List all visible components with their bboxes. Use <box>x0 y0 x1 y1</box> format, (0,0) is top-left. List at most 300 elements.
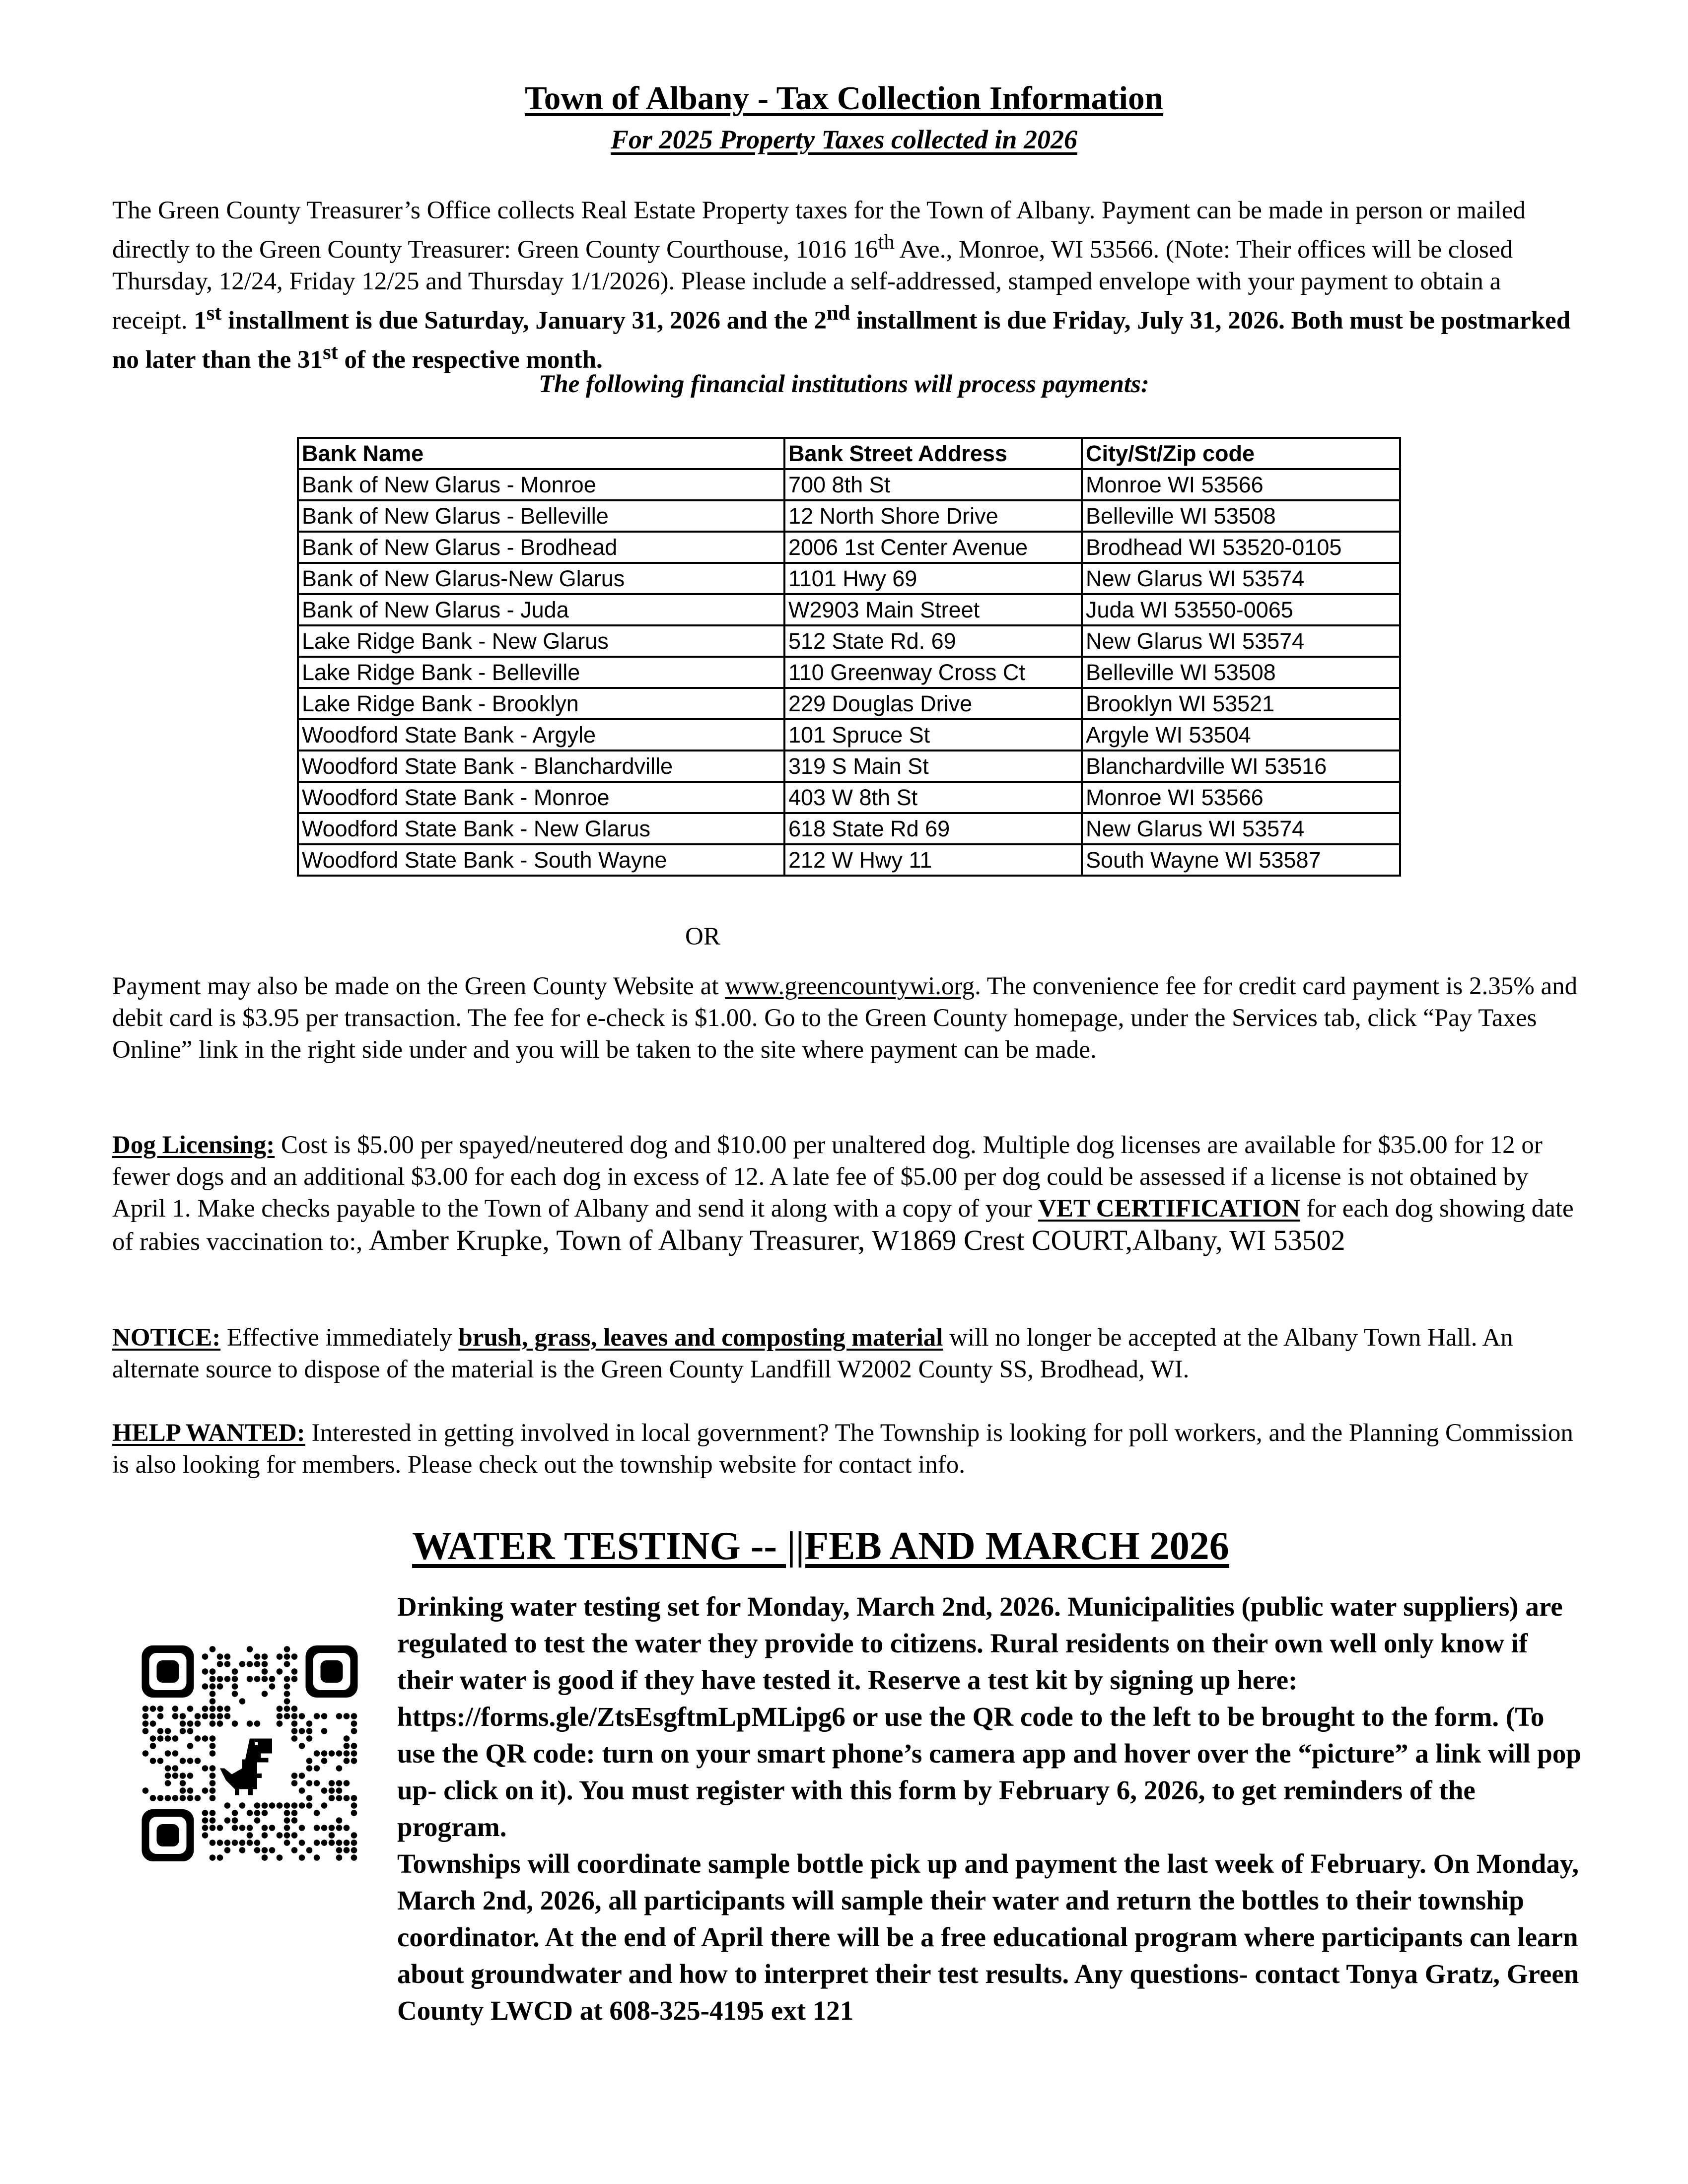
qr-module <box>336 1780 343 1786</box>
qr-module <box>195 1735 201 1742</box>
qr-module <box>336 1795 343 1801</box>
qr-module <box>299 1854 305 1861</box>
qr-module <box>262 1825 268 1831</box>
bank-name-cell: Woodford State Bank - Blanchardville <box>298 751 784 782</box>
qr-module <box>284 1691 290 1697</box>
qr-module <box>351 1847 357 1853</box>
qr-module <box>232 1810 238 1816</box>
qr-module <box>232 1683 238 1690</box>
city-st-zip-cell: Monroe WI 53566 <box>1082 782 1400 813</box>
table-row <box>298 782 1400 813</box>
qr-module <box>336 1713 343 1719</box>
qr-module <box>217 1653 223 1660</box>
qr-module <box>172 1750 179 1757</box>
qr-module <box>217 1676 223 1682</box>
qr-module <box>306 1795 313 1801</box>
qr-module <box>344 1795 350 1801</box>
qr-module <box>180 1780 186 1786</box>
page-subtitle: For 2025 Property Taxes collected in 2026 <box>611 125 1077 154</box>
street-address-cell: 618 State Rd 69 <box>784 813 1082 844</box>
qr-module <box>210 1817 216 1824</box>
qr-module <box>321 1825 328 1831</box>
page-title: Town of Albany - Tax Collection Information <box>525 80 1163 117</box>
qr-module <box>254 1802 261 1809</box>
street-address-cell: 110 Greenway Cross Ct <box>784 657 1082 688</box>
qr-module <box>336 1854 343 1861</box>
qr-module <box>262 1653 268 1660</box>
qr-module <box>291 1676 298 1682</box>
qr-module <box>314 1780 320 1786</box>
qr-module <box>210 1683 216 1690</box>
qr-module <box>284 1698 290 1705</box>
qr-module <box>217 1713 223 1719</box>
qr-module <box>180 1773 186 1779</box>
qr-module <box>314 1713 320 1719</box>
qr-module <box>239 1802 246 1809</box>
city-st-zip-cell: Argyle WI 53504 <box>1082 719 1400 751</box>
qr-module <box>142 1728 149 1734</box>
qr-module <box>187 1728 194 1734</box>
qr-module <box>202 1683 209 1690</box>
bank-name-cell: Bank of New Glarus - Juda <box>298 594 784 625</box>
qr-module <box>277 1854 283 1861</box>
qr-module <box>299 1840 305 1846</box>
qr-module <box>269 1847 276 1853</box>
qr-module <box>269 1676 276 1682</box>
qr-module <box>284 1653 290 1660</box>
qr-module <box>254 1817 261 1824</box>
qr-module <box>202 1653 209 1660</box>
qr-module <box>306 1780 313 1786</box>
qr-module <box>210 1840 216 1846</box>
street-address-cell: 319 S Main St <box>784 751 1082 782</box>
qr-module <box>284 1706 290 1712</box>
street-address-cell: 229 Douglas Drive <box>784 688 1082 719</box>
qr-module <box>351 1832 357 1839</box>
qr-module <box>351 1713 357 1719</box>
street-address-cell: W2903 Main Street <box>784 594 1082 625</box>
city-st-zip-cell: Monroe WI 53566 <box>1082 469 1400 500</box>
qr-module <box>224 1840 231 1846</box>
qr-module <box>210 1743 216 1749</box>
qr-module <box>344 1743 350 1749</box>
qr-module <box>150 1743 156 1749</box>
qr-module <box>239 1840 246 1846</box>
qr-module <box>142 1706 149 1712</box>
qr-module <box>150 1758 156 1764</box>
qr-module <box>314 1840 320 1846</box>
qr-module <box>187 1787 194 1794</box>
qr-module <box>142 1713 149 1719</box>
help-wanted-paragraph: HELP WANTED: Interested in getting involved in local government? The Township is looking for poll workers, and the Planning Commission is also looking for members. Please check out the township website for contact info. <box>112 1419 1573 1479</box>
qr-module <box>336 1817 343 1824</box>
qr-module <box>262 1676 268 1682</box>
table-row <box>298 500 1400 532</box>
qr-module <box>329 1750 335 1757</box>
qr-module <box>165 1773 171 1779</box>
qr-module <box>210 1750 216 1757</box>
treasurer-address: Amber Krupke, Town of Albany Treasurer, W1869 Crest COURT,Albany, WI 53502 <box>368 1224 1345 1256</box>
qr-module <box>210 1810 216 1816</box>
qr-module <box>239 1847 246 1853</box>
qr-module <box>329 1795 335 1801</box>
qr-module <box>321 1802 328 1809</box>
qr-module <box>142 1750 149 1757</box>
qr-module <box>336 1787 343 1794</box>
qr-module <box>210 1668 216 1675</box>
qr-module <box>157 1758 164 1764</box>
city-st-zip-cell: New Glarus WI 53574 <box>1082 813 1400 844</box>
qr-module <box>247 1840 253 1846</box>
qr-module <box>210 1706 216 1712</box>
qr-module <box>232 1825 238 1831</box>
qr-module <box>351 1795 357 1801</box>
qr-module <box>351 1854 357 1861</box>
qr-module <box>210 1735 216 1742</box>
or-separator: OR <box>685 923 720 951</box>
water-testing-paragraph-1: Drinking water testing set for Monday, March 2nd, 2026. Municipalities (public water suppliers) are regulated to test the water they provide to citizens. Rural residents on their own well only know if their water is good if they have tested it. Reserve a test kit by signing up here: https://forms.gle/ZtsEsgftmLpMLipg6 or use the QR code to the left to be brought to the form. (To use the QR code: turn on your smart phone’s camera app and hover over the “picture” a link will pop up- click on it). You must register with this form by February 6, 2026, to get reminders of the program. <box>397 1591 1581 1842</box>
qr-module <box>284 1646 290 1652</box>
qr-module <box>210 1854 216 1861</box>
qr-module <box>224 1802 231 1809</box>
table-row <box>298 813 1400 844</box>
qr-module <box>329 1787 335 1794</box>
qr-module <box>172 1795 179 1801</box>
qr-module <box>157 1795 164 1801</box>
qr-module <box>202 1810 209 1816</box>
qr-module <box>210 1795 216 1801</box>
qr-module <box>195 1758 201 1764</box>
bank-name-cell: Lake Ridge Bank - New Glarus <box>298 625 784 657</box>
qr-module <box>232 1817 238 1824</box>
qr-module <box>217 1661 223 1667</box>
city-st-zip-cell: South Wayne WI 53587 <box>1082 844 1400 876</box>
qr-module <box>217 1706 223 1712</box>
bank-name-cell: Woodford State Bank - Argyle <box>298 719 784 751</box>
qr-module <box>351 1743 357 1749</box>
qr-module <box>202 1668 209 1675</box>
qr-module <box>187 1773 194 1779</box>
qr-module <box>269 1802 276 1809</box>
qr-module <box>165 1728 171 1734</box>
qr-module <box>329 1840 335 1846</box>
qr-module <box>291 1668 298 1675</box>
qr-module <box>224 1713 231 1719</box>
bank-name-cell: Woodford State Bank - New Glarus <box>298 813 784 844</box>
dog-licensing-heading: Dog Licensing: <box>112 1131 275 1159</box>
qr-module <box>165 1750 171 1757</box>
qr-module <box>180 1713 186 1719</box>
qr-module <box>210 1787 216 1794</box>
bank-name-cell: Bank of New Glarus - Brodhead <box>298 532 784 563</box>
vet-certification-emphasis: VET CERTIFICATION <box>1038 1195 1300 1223</box>
qr-module <box>262 1847 268 1853</box>
qr-module <box>336 1847 343 1853</box>
qr-module <box>247 1810 253 1816</box>
qr-module <box>150 1735 156 1742</box>
qr-module <box>321 1728 328 1734</box>
qr-module <box>277 1720 283 1727</box>
qr-module <box>195 1713 201 1719</box>
dinosaur-icon <box>216 1727 283 1795</box>
qr-module <box>180 1758 186 1764</box>
qr-module <box>187 1795 194 1801</box>
qr-module <box>239 1698 246 1705</box>
qr-module <box>277 1713 283 1719</box>
qr-module <box>210 1765 216 1772</box>
qr-module <box>202 1832 209 1839</box>
city-st-zip-cell: Brooklyn WI 53521 <box>1082 688 1400 719</box>
qr-module <box>202 1765 209 1772</box>
banks-table <box>297 437 1401 877</box>
qr-module <box>299 1713 305 1719</box>
qr-module <box>306 1802 313 1809</box>
qr-module <box>150 1795 156 1801</box>
qr-module <box>210 1646 216 1652</box>
qr-module <box>351 1720 357 1727</box>
qr-module <box>284 1840 290 1846</box>
qr-module <box>291 1780 298 1786</box>
qr-module <box>232 1840 238 1846</box>
qr-module <box>321 1750 328 1757</box>
installment-due-dates: 1st installment is due Saturday, January 31, 2026 and the 2nd installment is due Friday, July 31, 2026. Both must be postmarked no later than the 31st of the respective month. <box>112 301 1571 374</box>
qr-module <box>254 1676 261 1682</box>
qr-module <box>254 1661 261 1667</box>
qr-module <box>180 1720 186 1727</box>
help-wanted-heading: HELP WANTED: <box>112 1419 305 1447</box>
qr-module <box>262 1810 268 1816</box>
qr-module <box>247 1720 253 1727</box>
table-row <box>298 532 1400 563</box>
qr-module <box>344 1735 350 1742</box>
qr-module <box>306 1735 313 1742</box>
qr-module <box>284 1832 290 1839</box>
qr-module <box>344 1750 350 1757</box>
qr-module <box>202 1735 209 1742</box>
qr-module <box>157 1713 164 1719</box>
online-payment-paragraph: Payment may also be made on the Green County Website at www.greencountywi.org. The convenience fee for credit card payment is 2.35% and debit card is $3.95 per transaction. The fee for e-check is $1.00. Go to the Green County homepage, under the Services tab, click “Pay Taxes Online” link in the right side under and you will be taken to the site where payment can be made. <box>112 972 1578 1064</box>
qr-module <box>172 1735 179 1742</box>
bank-name-cell: Bank of New Glarus-New Glarus <box>298 563 784 594</box>
street-address-cell: 12 North Shore Drive <box>784 500 1082 532</box>
qr-module <box>306 1765 313 1772</box>
qr-module <box>239 1825 246 1831</box>
qr-module <box>172 1765 179 1772</box>
dog-licensing-paragraph: Dog Licensing: Cost is $5.00 per spayed/neutered dog and $10.00 per unaltered dog. Multiple dog licenses are available for $35.00 for 12 or fewer dogs and an additional $3.00 for each dog in excess of 12. A late fee of $5.00 per dog could be assessed if a license is not obtained by April 1. Make checks payable to the Town of Albany and send it along with a copy of your VET CERTIFICATION for each dog showing date of rabies vaccination to:, Amber Krupke, Town of Albany Treasurer, W1869 Crest COURT,Albany, WI 53502 <box>112 1131 1574 1256</box>
green-county-website-link[interactable]: www.greencountywi.org <box>725 972 975 1000</box>
qr-module <box>269 1683 276 1690</box>
qr-module <box>344 1758 350 1764</box>
table-row <box>298 563 1400 594</box>
qr-module <box>306 1847 313 1853</box>
qr-module <box>262 1802 268 1809</box>
qr-module <box>291 1773 298 1779</box>
qr-module <box>180 1787 186 1794</box>
qr-module <box>157 1735 164 1742</box>
table-row <box>298 469 1400 500</box>
qr-module <box>224 1676 231 1682</box>
qr-module <box>284 1825 290 1831</box>
qr-module <box>210 1720 216 1727</box>
qr-module <box>291 1653 298 1660</box>
qr-module <box>284 1817 290 1824</box>
qr-module <box>262 1661 268 1667</box>
qr-module <box>336 1825 343 1831</box>
table-row <box>298 688 1400 719</box>
city-st-zip-cell: New Glarus WI 53574 <box>1082 625 1400 657</box>
qr-module <box>336 1765 343 1772</box>
qr-module <box>224 1817 231 1824</box>
qr-module <box>284 1810 290 1816</box>
qr-module <box>217 1854 223 1861</box>
city-st-zip-cell: Juda WI 53550-0065 <box>1082 594 1400 625</box>
qr-module <box>262 1832 268 1839</box>
qr-module <box>202 1787 209 1794</box>
qr-module <box>232 1691 238 1697</box>
qr-module <box>291 1713 298 1719</box>
qr-module <box>321 1758 328 1764</box>
qr-module <box>299 1825 305 1831</box>
bank-name-cell: Woodford State Bank - Monroe <box>298 782 784 813</box>
qr-module <box>254 1720 261 1727</box>
qr-module <box>284 1661 290 1667</box>
table-header-row <box>298 438 1400 469</box>
qr-module <box>224 1661 231 1667</box>
table-row <box>298 657 1400 688</box>
qr-module <box>165 1795 171 1801</box>
notice-emphasis: brush, grass, leaves and composting material <box>458 1324 943 1352</box>
bank-name-cell: Woodford State Bank - South Wayne <box>298 844 784 876</box>
column-header-street-address: Bank Street Address <box>784 438 1082 469</box>
qr-module <box>314 1765 320 1772</box>
qr-module <box>336 1750 343 1757</box>
qr-module <box>277 1802 283 1809</box>
qr-module <box>277 1668 283 1675</box>
qr-module <box>351 1728 357 1734</box>
city-st-zip-cell: Blanchardville WI 53516 <box>1082 751 1400 782</box>
notice-paragraph: NOTICE: Effective immediately brush, grass, leaves and composting material will no longer be accepted at the Albany Town Hall. An alternate source to dispose of the material is the Green County Landfill W2002 County SS, Brodhead, WI. <box>112 1324 1513 1383</box>
qr-module <box>187 1706 194 1712</box>
qr-module <box>299 1743 305 1749</box>
qr-module <box>277 1706 283 1712</box>
qr-module <box>344 1825 350 1831</box>
intro-paragraph: The Green County Treasurer’s Office collects Real Estate Property taxes for the Town of Albany. Payment can be made in person or mailed directly to the Green County Treasurer: Green County Courthouse, 1016 16th Ave., Monroe, WI 53566. (Note: Their offices will be closed Thursday, 12/24, Friday 12/25 and Thursday 1/1/2026). Please include a self-addressed, stamped envelope with your payment to obtain a receipt. 1st installment is due Saturday, January 31, 2026 and the 2nd installment is due Friday, July 31, 2026. Both must be postmarked no later than the 31st of the respective month. <box>112 197 1571 374</box>
qr-module <box>202 1713 209 1719</box>
qr-module <box>291 1735 298 1742</box>
qr-module <box>291 1728 298 1734</box>
qr-module <box>232 1676 238 1682</box>
qr-module <box>291 1832 298 1839</box>
street-address-cell: 1101 Hwy 69 <box>784 563 1082 594</box>
water-testing-title: WATER TESTING -- ||FEB AND MARCH 2026 <box>412 1524 1229 1568</box>
qr-module <box>291 1720 298 1727</box>
bank-name-cell: Lake Ridge Bank - Brooklyn <box>298 688 784 719</box>
column-header-bank-name: Bank Name <box>298 438 784 469</box>
qr-module <box>210 1676 216 1682</box>
qr-module <box>284 1676 290 1682</box>
qr-module <box>202 1817 209 1824</box>
qr-module <box>291 1817 298 1824</box>
qr-module <box>262 1854 268 1861</box>
qr-module <box>351 1810 357 1816</box>
qr-module <box>291 1802 298 1809</box>
qr-module <box>254 1810 261 1816</box>
street-address-cell: 700 8th St <box>784 469 1082 500</box>
qr-module <box>262 1668 268 1675</box>
qr-module <box>321 1840 328 1846</box>
qr-module <box>247 1825 253 1831</box>
qr-module <box>210 1773 216 1779</box>
qr-module <box>344 1713 350 1719</box>
qr-module <box>291 1810 298 1816</box>
street-address-cell: 212 W Hwy 11 <box>784 844 1082 876</box>
notice-heading: NOTICE: <box>112 1324 221 1352</box>
qr-module <box>344 1780 350 1786</box>
qr-module <box>277 1653 283 1660</box>
qr-module <box>329 1832 335 1839</box>
bank-name-cell: Lake Ridge Bank - Belleville <box>298 657 784 688</box>
qr-module <box>172 1713 179 1719</box>
bank-name-cell: Bank of New Glarus - Monroe <box>298 469 784 500</box>
qr-module <box>254 1653 261 1660</box>
qr-module <box>202 1706 209 1712</box>
water-testing-body <box>397 1588 1589 2029</box>
qr-module <box>351 1802 357 1809</box>
qr-module <box>217 1720 223 1727</box>
qr-module <box>172 1773 179 1779</box>
qr-module <box>321 1713 328 1719</box>
qr-module <box>165 1735 171 1742</box>
qr-module <box>284 1802 290 1809</box>
qr-module <box>187 1720 194 1727</box>
qr-module <box>217 1683 223 1690</box>
qr-module <box>210 1691 216 1697</box>
qr-module <box>306 1758 313 1764</box>
qr-module <box>210 1698 216 1705</box>
qr-module <box>291 1847 298 1853</box>
qr-module <box>195 1795 201 1801</box>
qr-module <box>172 1706 179 1712</box>
qr-module <box>224 1847 231 1853</box>
qr-code-icon[interactable] <box>138 1645 361 1861</box>
column-header-city-st-zip: City/St/Zip code <box>1082 438 1400 469</box>
qr-module <box>344 1840 350 1846</box>
qr-module <box>254 1847 261 1853</box>
qr-module <box>247 1646 253 1652</box>
qr-module <box>299 1728 305 1734</box>
table-row <box>298 844 1400 876</box>
street-address-cell: 101 Spruce St <box>784 719 1082 751</box>
table-row <box>298 594 1400 625</box>
qr-module <box>284 1683 290 1690</box>
qr-module <box>262 1691 268 1697</box>
city-st-zip-cell: Brodhead WI 53520-0105 <box>1082 532 1400 563</box>
qr-module <box>269 1825 276 1831</box>
water-testing-paragraph-2: Townships will coordinate sample bottle pick up and payment the last week of February. On Monday, March 2nd, 2026, all participants will sample their water and return the bottles to their township coordinator. At the end of April there will be a free educational program where participants can learn about groundwater and how to interpret their test results. Any questions- contact Tonya Gratz, Green County LWCD at 608-325-4195 ext 121 <box>397 1848 1579 2026</box>
qr-module <box>210 1825 216 1831</box>
qr-module <box>195 1720 201 1727</box>
qr-module <box>217 1825 223 1831</box>
qr-module <box>187 1743 194 1749</box>
qr-module <box>329 1780 335 1786</box>
qr-module <box>299 1773 305 1779</box>
qr-module <box>232 1668 238 1675</box>
qr-module <box>210 1780 216 1786</box>
table-row <box>298 751 1400 782</box>
qr-module <box>247 1661 253 1667</box>
qr-module <box>314 1854 320 1861</box>
qr-module <box>157 1728 164 1734</box>
